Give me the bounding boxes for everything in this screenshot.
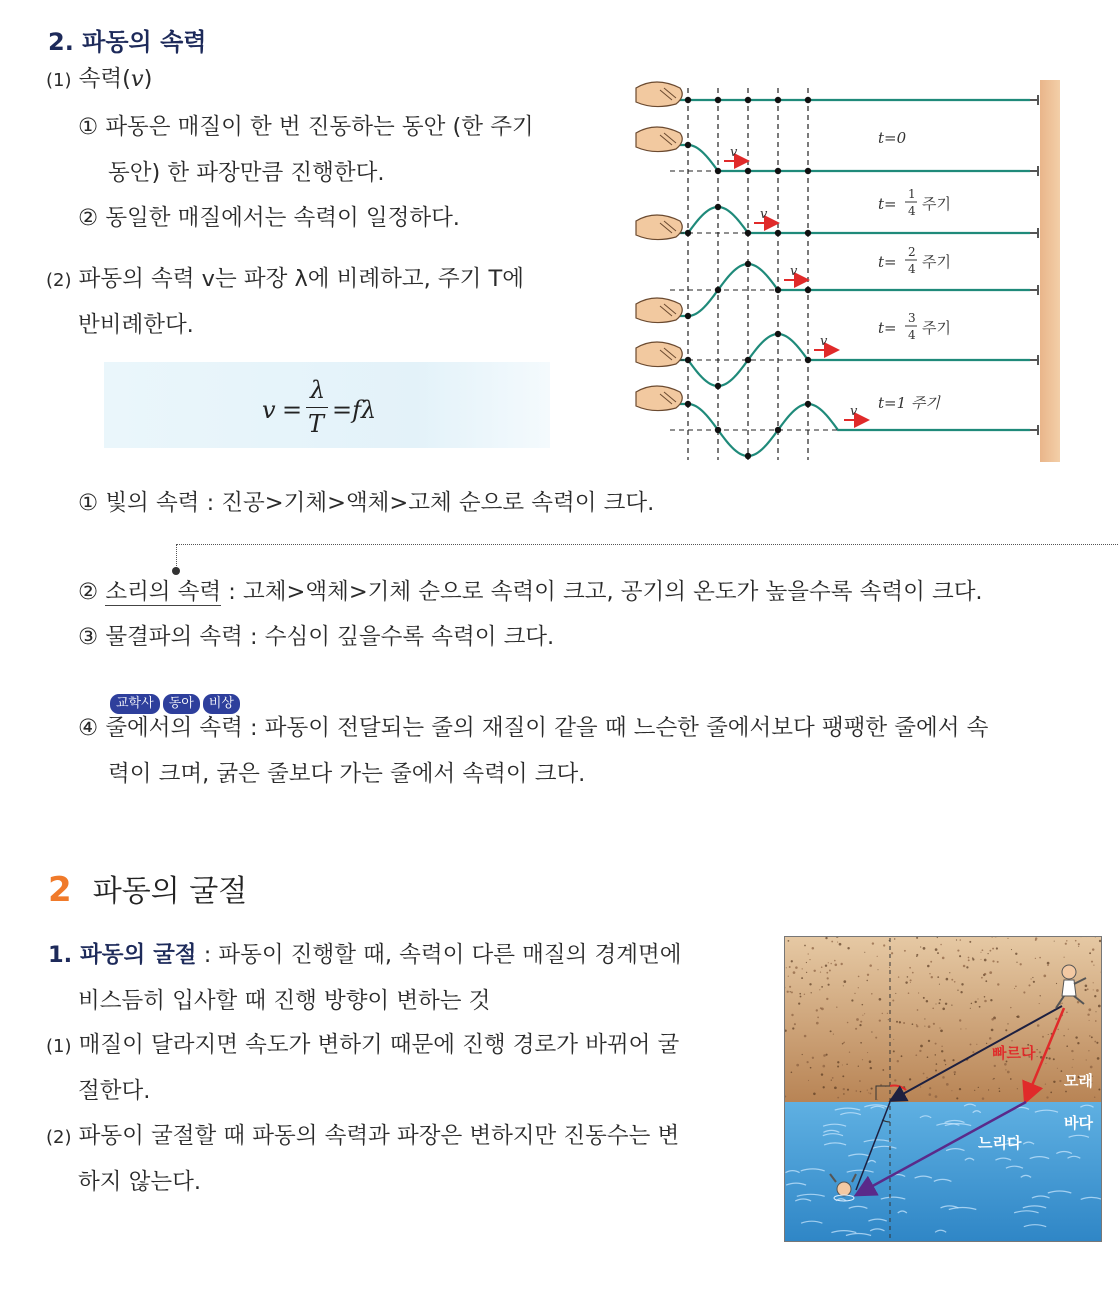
marker-dot bbox=[745, 97, 751, 103]
badge-textbook: 동아 bbox=[163, 694, 200, 714]
marker-dot bbox=[715, 97, 721, 103]
item-2-line2: 반비례한다. bbox=[78, 312, 194, 338]
clause-1-line2: 동안) 한 파장만큼 진행한다. bbox=[108, 160, 385, 186]
label-t0: t=0 bbox=[878, 129, 907, 147]
rope-line bbox=[670, 145, 1030, 171]
formula-fraction-bar bbox=[306, 407, 328, 408]
label-sea: 바다 bbox=[1064, 1114, 1093, 1132]
svg-text:4: 4 bbox=[908, 328, 916, 342]
definition-line2: 비스듬히 입사할 때 진행 방향이 변하는 것 bbox=[78, 988, 491, 1014]
clause-2: ② 동일한 매질에서는 속력이 일정하다. bbox=[78, 205, 460, 231]
marker-dot bbox=[775, 168, 781, 174]
velocity-label: v bbox=[850, 404, 858, 419]
marker-dot bbox=[745, 168, 751, 174]
label-slow: 느리다 bbox=[978, 1134, 1022, 1152]
marker-dot bbox=[775, 230, 781, 236]
svg-text:3: 3 bbox=[908, 311, 916, 325]
marker-dot bbox=[745, 261, 751, 267]
label-t-three-quarter bbox=[878, 311, 951, 342]
marker-dot bbox=[775, 427, 781, 433]
item-2-line1 bbox=[46, 264, 524, 296]
dotted-leader bbox=[176, 544, 1118, 545]
clause-1-line1: ① 파동은 매질이 한 번 진동하는 동안 (한 주기 bbox=[78, 114, 534, 140]
hand-icon bbox=[636, 127, 682, 152]
leader-dot bbox=[172, 567, 180, 575]
marker-dot bbox=[685, 401, 691, 407]
formula-numerator: λ bbox=[310, 376, 326, 404]
definition-label: 1. 파동의 굴절 bbox=[48, 942, 197, 968]
svg-text:t=: t= bbox=[878, 253, 897, 271]
formula-denominator: T bbox=[308, 410, 325, 438]
marker-dot bbox=[685, 142, 691, 148]
example-water-wave: ③ 물결파의 속력 : 수심이 깊을수록 속력이 크다. bbox=[78, 624, 555, 650]
item-close: ) bbox=[143, 66, 153, 92]
svg-text:4: 4 bbox=[908, 204, 916, 218]
example-rope-line1: ④ 줄에서의 속력 : 파동이 전달되는 줄의 재질이 같을 때 느슨한 줄에서보다 팽팽한 줄에서 속 bbox=[78, 715, 989, 741]
example-light: ① 빛의 속력 : 진공>기체>액체>고체 순으로 속력이 크다. bbox=[78, 490, 655, 516]
velocity-arrows bbox=[724, 145, 866, 420]
label-sand: 모래 bbox=[1064, 1072, 1093, 1090]
textbook-badges bbox=[110, 692, 243, 714]
item-number: (2) bbox=[46, 270, 72, 291]
item-text: 파동의 속력 v는 파장 λ에 비례하고, 주기 T에 bbox=[78, 266, 525, 292]
section-number: 2 bbox=[48, 870, 72, 910]
formula-v: v bbox=[262, 396, 276, 424]
hand-icon bbox=[636, 215, 682, 240]
velocity-label: v bbox=[790, 264, 798, 279]
marker-dot bbox=[715, 204, 721, 210]
var-v: v bbox=[130, 66, 144, 92]
marker-dot bbox=[805, 357, 811, 363]
wall-hook bbox=[1030, 425, 1038, 435]
wall-hook bbox=[1030, 95, 1038, 105]
svg-text:2: 2 bbox=[908, 245, 916, 259]
refraction-point-1: (1) 매질이 달라지면 속도가 변하기 때문에 진행 경로가 바뀌어 굴 bbox=[46, 1032, 680, 1058]
wall-hook bbox=[1030, 166, 1038, 176]
formula-box bbox=[104, 362, 550, 448]
sound-speed-underlined: 소리의 속력 bbox=[105, 579, 222, 605]
example-sound: ② 소리의 속력 : 고체>액체>기체 순으로 속력이 크고, 공기의 온도가 높을수록 속력이 크다. bbox=[78, 579, 983, 605]
marker-dot bbox=[715, 383, 721, 389]
section-heading bbox=[48, 866, 247, 910]
rope-line bbox=[670, 207, 1030, 233]
marker-dot bbox=[745, 453, 751, 459]
hand-icon bbox=[636, 82, 682, 107]
item-text: 속력( bbox=[78, 66, 131, 92]
marker-dot bbox=[775, 331, 781, 337]
wall-hook bbox=[1030, 228, 1038, 238]
svg-text:t=: t= bbox=[878, 319, 897, 337]
label-t-quarter bbox=[878, 187, 951, 218]
marker-dot bbox=[775, 287, 781, 293]
marker-dot bbox=[685, 97, 691, 103]
label-fast: 빠르다 bbox=[992, 1044, 1036, 1062]
hand-icon bbox=[636, 298, 682, 323]
refraction-point-2-line2: 하지 않는다. bbox=[78, 1169, 201, 1195]
section-title: 파동의 굴절 bbox=[92, 874, 248, 909]
svg-text:주기: 주기 bbox=[922, 319, 951, 337]
marker-dot bbox=[805, 168, 811, 174]
label-t-half bbox=[878, 245, 951, 276]
marker-dot bbox=[805, 287, 811, 293]
sea-area bbox=[784, 1102, 1102, 1242]
label-t-one: t=1 주기 bbox=[878, 394, 940, 412]
refraction-point-2: (2) 파동이 굴절할 때 파동의 속력과 파장은 변하지만 진동수는 변 bbox=[46, 1123, 680, 1149]
wall bbox=[1040, 80, 1060, 462]
item-number: (1) bbox=[46, 70, 72, 91]
formula-equals: = bbox=[282, 396, 303, 424]
ropes bbox=[670, 95, 1038, 456]
velocity-label: v bbox=[730, 145, 738, 160]
badge-textbook: 교학사 bbox=[110, 694, 160, 714]
velocity-label: v bbox=[760, 207, 768, 222]
marker-dot bbox=[715, 287, 721, 293]
wall-hook bbox=[1030, 355, 1038, 365]
rope-wave-diagram bbox=[630, 68, 1070, 464]
marker-dot bbox=[805, 230, 811, 236]
refraction-definition: 1. 파동의 굴절 : 파동이 진행할 때, 속력이 다른 매질의 경계면에 bbox=[48, 942, 682, 968]
example-rope-line2: 력이 크며, 굵은 줄보다 가는 줄에서 속력이 크다. bbox=[108, 761, 586, 787]
marker-dot bbox=[805, 401, 811, 407]
svg-text:주기: 주기 bbox=[922, 253, 951, 271]
wall-hook bbox=[1030, 285, 1038, 295]
badge-textbook: 비상 bbox=[203, 694, 240, 714]
refraction-point-1-line2: 절한다. bbox=[78, 1078, 151, 1104]
svg-text:1: 1 bbox=[908, 187, 916, 201]
svg-text:t=: t= bbox=[878, 195, 897, 213]
svg-text:4: 4 bbox=[908, 262, 916, 276]
hand-icon bbox=[636, 342, 682, 367]
marker-dot bbox=[685, 230, 691, 236]
marker-dot bbox=[745, 230, 751, 236]
svg-text:주기: 주기 bbox=[922, 195, 951, 213]
marker-dot bbox=[715, 168, 721, 174]
marker-dot bbox=[805, 97, 811, 103]
marker-dot bbox=[685, 313, 691, 319]
marker-dot bbox=[775, 97, 781, 103]
hand-icon bbox=[636, 386, 682, 411]
marker-dot bbox=[685, 357, 691, 363]
marker-dot bbox=[715, 427, 721, 433]
velocity-label: v bbox=[820, 334, 828, 349]
formula-rest: =fλ bbox=[332, 396, 377, 424]
beach-refraction-illustration bbox=[784, 936, 1102, 1242]
marker-dot bbox=[745, 357, 751, 363]
sub-heading-wave-speed: 2. 파동의 속력 bbox=[48, 28, 207, 56]
item-speed bbox=[46, 64, 152, 96]
hands bbox=[636, 82, 682, 411]
